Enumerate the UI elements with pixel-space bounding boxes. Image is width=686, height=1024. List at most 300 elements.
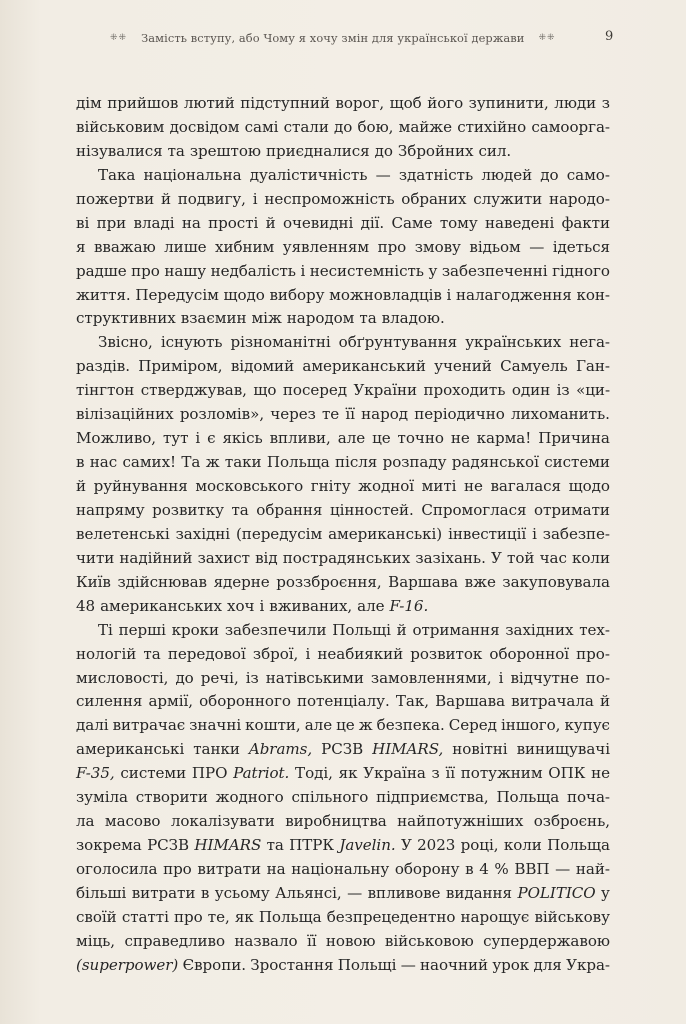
word: виробництва bbox=[285, 812, 387, 831]
word: точно bbox=[397, 429, 444, 448]
word: Можливо, bbox=[76, 429, 157, 448]
word: існують bbox=[160, 333, 223, 352]
word: недбалість bbox=[210, 261, 296, 280]
word: з bbox=[431, 764, 440, 783]
word: гідного bbox=[552, 261, 610, 280]
word: супердержавою bbox=[483, 931, 610, 950]
word: учений bbox=[434, 357, 492, 376]
word: і bbox=[195, 429, 201, 448]
word: й bbox=[265, 213, 276, 232]
word: із bbox=[245, 668, 259, 687]
word: щодо bbox=[568, 477, 610, 495]
text-line bbox=[76, 499, 610, 523]
word: таки bbox=[224, 453, 262, 472]
word: Ган- bbox=[575, 357, 610, 376]
word: від bbox=[255, 548, 278, 567]
word: національна bbox=[143, 165, 242, 184]
word: тінгтон bbox=[76, 381, 135, 400]
word: бою, bbox=[357, 117, 394, 136]
word: Європи. bbox=[182, 955, 246, 974]
word: РСЗВ bbox=[321, 740, 364, 759]
word: щоб bbox=[389, 94, 422, 112]
word: й bbox=[599, 692, 610, 711]
text-line bbox=[76, 547, 610, 571]
word: тому bbox=[439, 213, 478, 232]
word: ідеться bbox=[552, 237, 610, 256]
word: до bbox=[175, 668, 194, 687]
word: неспроможність bbox=[264, 189, 395, 208]
word: Альянсі, bbox=[275, 883, 342, 902]
word: Зростання bbox=[250, 955, 334, 974]
word: час bbox=[539, 548, 567, 567]
word: Javelin. bbox=[339, 836, 396, 855]
word: здатність bbox=[398, 165, 474, 184]
word: її bbox=[345, 405, 355, 424]
word: не bbox=[450, 429, 470, 448]
word: поча- bbox=[567, 788, 610, 807]
word: роззброєння, bbox=[276, 572, 382, 591]
text-line bbox=[76, 786, 610, 810]
word: Польща bbox=[258, 907, 322, 926]
word: захист bbox=[197, 548, 250, 567]
word: військовою bbox=[384, 931, 474, 950]
word: У bbox=[491, 548, 502, 567]
text-line bbox=[76, 595, 610, 619]
word: POLITICO bbox=[517, 883, 596, 902]
word: масово bbox=[104, 812, 161, 831]
word: натівськими bbox=[265, 668, 364, 687]
text-line bbox=[76, 643, 610, 667]
text-line bbox=[76, 954, 610, 978]
word: підприємства, bbox=[376, 788, 489, 807]
word: народом bbox=[286, 309, 355, 328]
word: перші bbox=[118, 620, 166, 639]
ornament-left-icon: ⁜⁜ bbox=[110, 33, 128, 43]
body-text bbox=[76, 92, 610, 978]
word: самі bbox=[244, 117, 279, 136]
word: не bbox=[463, 477, 483, 495]
word: лихоманить. bbox=[510, 405, 610, 424]
word: на bbox=[181, 213, 201, 232]
word: американські) bbox=[328, 524, 443, 543]
word: усьому bbox=[214, 883, 270, 902]
word: розпаду bbox=[382, 453, 447, 472]
word: Укра- bbox=[566, 955, 610, 974]
word: Україна bbox=[363, 764, 426, 783]
word: Приміром, bbox=[138, 357, 223, 376]
word: на bbox=[266, 860, 286, 878]
word: із bbox=[556, 381, 570, 400]
text-line bbox=[76, 475, 610, 499]
word: армії, bbox=[148, 692, 194, 711]
text-line bbox=[76, 571, 610, 595]
word: справедливо bbox=[124, 931, 226, 950]
word: ві bbox=[76, 213, 90, 232]
word: HIMARS bbox=[194, 836, 262, 855]
word: у bbox=[428, 261, 438, 280]
word: прийшов bbox=[107, 94, 179, 112]
word: безпрецедентно bbox=[326, 907, 456, 926]
word: є bbox=[207, 429, 216, 448]
word: з bbox=[601, 94, 610, 112]
word: Причина bbox=[538, 429, 610, 448]
word: самих! bbox=[122, 453, 177, 472]
word: дуалістичність bbox=[249, 165, 368, 184]
word: різноманітні bbox=[230, 333, 331, 352]
word: й bbox=[76, 477, 87, 495]
word: радше bbox=[76, 261, 127, 280]
text-line bbox=[76, 212, 610, 236]
word: при bbox=[96, 213, 127, 232]
word: найпотужніших bbox=[397, 812, 524, 831]
word: (передусім bbox=[235, 524, 323, 543]
word: життя. bbox=[76, 285, 131, 304]
word: коли bbox=[572, 548, 610, 567]
word: нашу bbox=[164, 261, 207, 280]
word: та bbox=[143, 644, 161, 663]
text-line bbox=[76, 427, 610, 451]
word: жодного bbox=[215, 788, 284, 807]
word: ядерне bbox=[213, 572, 270, 591]
word: відьом bbox=[469, 237, 521, 256]
word: дім bbox=[76, 94, 102, 112]
word: вживаних, bbox=[269, 596, 353, 615]
word: українських bbox=[465, 333, 562, 352]
word: служити bbox=[473, 189, 543, 208]
word: розломів», bbox=[179, 405, 265, 424]
word: досвідом bbox=[169, 117, 240, 136]
word: винищувачі bbox=[516, 740, 610, 759]
word: отримання bbox=[412, 620, 500, 639]
word: силення bbox=[76, 692, 143, 711]
word: Збройних bbox=[397, 141, 474, 160]
word: більші bbox=[76, 883, 127, 902]
word: розвиток bbox=[410, 644, 483, 663]
word: кошти, bbox=[245, 716, 301, 735]
word: Самуель bbox=[500, 357, 568, 376]
word: жодної bbox=[358, 477, 415, 495]
word: самоорга- bbox=[531, 117, 610, 136]
word: цінностей. bbox=[329, 500, 414, 519]
text-line bbox=[76, 140, 610, 164]
word: чити bbox=[76, 548, 115, 567]
text-line bbox=[76, 331, 610, 355]
word: Abrams, bbox=[248, 740, 313, 759]
word: через bbox=[270, 405, 316, 424]
word: ПТРК bbox=[289, 836, 335, 855]
word: і bbox=[305, 644, 311, 663]
word: карма! bbox=[476, 429, 532, 448]
word: що bbox=[253, 381, 277, 400]
word: по- bbox=[585, 668, 610, 687]
word: нізувалися bbox=[76, 141, 163, 160]
word: після bbox=[335, 453, 378, 472]
word: оборонного bbox=[199, 692, 291, 711]
word: вілізаційних bbox=[76, 405, 174, 424]
word: гніту bbox=[310, 477, 351, 495]
word: дії. bbox=[360, 213, 385, 232]
word: владою. bbox=[381, 309, 445, 328]
word: передової bbox=[167, 644, 246, 663]
word: взаємин bbox=[180, 309, 247, 328]
word: зазіхань. bbox=[415, 548, 486, 567]
word: Варшава bbox=[435, 692, 506, 711]
word: вибору bbox=[269, 285, 325, 304]
word: про bbox=[131, 261, 160, 280]
word: обраних bbox=[401, 189, 467, 208]
word: посеред bbox=[282, 381, 347, 400]
word: РСЗВ bbox=[147, 836, 190, 855]
word: Серед bbox=[448, 716, 497, 735]
text-line bbox=[76, 667, 610, 691]
word: F-35, bbox=[76, 764, 115, 783]
word: вже bbox=[464, 572, 496, 591]
word: Польща bbox=[266, 453, 330, 472]
word: спільного bbox=[291, 788, 369, 807]
text-line bbox=[76, 930, 610, 954]
text-line bbox=[76, 810, 610, 834]
word: най- bbox=[575, 860, 610, 878]
word: і bbox=[259, 596, 265, 615]
word: коли bbox=[503, 836, 542, 855]
word: і bbox=[532, 524, 537, 543]
word: Так, bbox=[395, 692, 429, 711]
word: хоч bbox=[227, 596, 255, 615]
word: зокрема bbox=[76, 836, 142, 855]
word: — bbox=[347, 883, 363, 902]
word: та bbox=[231, 500, 249, 519]
word: стихійно bbox=[457, 117, 527, 136]
word: потенціалу. bbox=[296, 692, 390, 711]
word: локалізувати bbox=[170, 812, 275, 831]
word: факти bbox=[561, 213, 610, 232]
word: ж bbox=[358, 716, 373, 735]
word: обґрунтування bbox=[338, 333, 458, 352]
word: статті bbox=[121, 907, 169, 926]
word: московського bbox=[195, 477, 304, 495]
word: Спромоглася bbox=[421, 500, 527, 519]
word: надійний bbox=[119, 548, 193, 567]
word: речі, bbox=[200, 668, 239, 687]
word: зрештою bbox=[189, 141, 261, 160]
word: до bbox=[374, 141, 393, 160]
word: 48 bbox=[76, 596, 96, 615]
word: України bbox=[353, 381, 418, 400]
word: урок bbox=[492, 955, 530, 974]
word: й bbox=[160, 189, 171, 208]
word: нарощує bbox=[460, 907, 530, 926]
word: безпека. bbox=[376, 716, 445, 735]
word: далі bbox=[76, 716, 109, 735]
word: у bbox=[601, 883, 610, 902]
word: вагалася bbox=[490, 477, 562, 495]
word: і bbox=[300, 261, 306, 280]
word: мисловості, bbox=[76, 668, 169, 687]
word: F-16. bbox=[389, 596, 429, 615]
word: структивних bbox=[76, 309, 176, 328]
word: несистемність bbox=[309, 261, 424, 280]
word: один bbox=[511, 381, 551, 400]
text-line bbox=[76, 738, 610, 762]
word: Patriot. bbox=[233, 764, 290, 783]
ornament-right-icon: ⁜⁜ bbox=[538, 33, 556, 43]
word: національну bbox=[291, 860, 390, 878]
word: майже bbox=[398, 117, 452, 136]
word: ВВП bbox=[514, 860, 550, 878]
word: Та bbox=[181, 453, 201, 472]
word: і bbox=[252, 189, 258, 208]
word: це bbox=[336, 716, 355, 735]
word: але bbox=[357, 596, 385, 615]
word: подвигу, bbox=[177, 189, 246, 208]
word: велетенські bbox=[76, 524, 170, 543]
word: оборону bbox=[394, 860, 460, 878]
word: в bbox=[76, 453, 85, 472]
word: миті bbox=[421, 477, 457, 495]
word: до bbox=[540, 165, 559, 184]
word: впливове bbox=[367, 883, 441, 902]
word: його bbox=[427, 94, 464, 112]
word: стверджував, bbox=[140, 381, 247, 400]
word: «ци- bbox=[576, 381, 610, 400]
word: забезпечили bbox=[224, 620, 327, 639]
word: впливи, bbox=[269, 429, 331, 448]
word: неабиякий bbox=[317, 644, 404, 663]
word: зброї, bbox=[252, 644, 299, 663]
word: — bbox=[375, 165, 391, 184]
word: — bbox=[555, 860, 571, 878]
word: американських bbox=[100, 596, 223, 615]
word: лютий bbox=[183, 94, 235, 112]
word: закуповувала bbox=[502, 572, 610, 591]
word: — bbox=[400, 955, 416, 974]
word: про bbox=[163, 860, 192, 878]
word: іншого, bbox=[500, 716, 561, 735]
word: та bbox=[167, 141, 185, 160]
word: Ті bbox=[98, 620, 113, 639]
word: Тоді, bbox=[295, 764, 333, 783]
word: потужним bbox=[460, 764, 543, 783]
word: пострадянських bbox=[282, 548, 411, 567]
word: налагодження bbox=[455, 285, 572, 304]
word: для bbox=[533, 955, 562, 974]
word: ла bbox=[76, 812, 95, 831]
word: зуміла bbox=[76, 788, 128, 807]
word: західних bbox=[505, 620, 574, 639]
word: як bbox=[338, 764, 358, 783]
word: прості bbox=[208, 213, 259, 232]
text-line bbox=[76, 164, 610, 188]
word: Польща bbox=[547, 836, 610, 855]
text-line bbox=[76, 762, 610, 786]
text-line bbox=[76, 284, 610, 308]
word: міць, bbox=[76, 931, 116, 950]
word: розвитку bbox=[152, 500, 224, 519]
word: той bbox=[507, 548, 535, 567]
word: Польщі bbox=[337, 955, 397, 974]
word: отримати bbox=[534, 500, 610, 519]
word: її bbox=[306, 931, 317, 950]
word: наочний bbox=[420, 955, 489, 974]
word: стали bbox=[283, 117, 329, 136]
word: хибним bbox=[215, 237, 275, 256]
word: Саме bbox=[391, 213, 433, 232]
text-line bbox=[76, 307, 610, 331]
word: проходить bbox=[423, 381, 506, 400]
text-line bbox=[76, 188, 610, 212]
word: як bbox=[234, 907, 254, 926]
word: та bbox=[266, 836, 284, 855]
word: в bbox=[465, 860, 474, 878]
word: кон- bbox=[576, 285, 610, 304]
word: обрання bbox=[256, 500, 323, 519]
text-line bbox=[76, 834, 610, 858]
word: здійснював bbox=[117, 572, 207, 591]
word: Звісно, bbox=[98, 333, 153, 352]
page-number: 9 bbox=[605, 29, 614, 44]
word: купує bbox=[564, 716, 610, 735]
word: можновладців bbox=[329, 285, 442, 304]
word: У bbox=[400, 836, 412, 855]
text-line bbox=[76, 858, 610, 882]
word: значні bbox=[189, 716, 242, 735]
word: системи bbox=[120, 764, 187, 783]
word: військову bbox=[534, 907, 610, 926]
word: владі bbox=[133, 213, 175, 232]
word: американський bbox=[302, 357, 426, 376]
text-line bbox=[76, 92, 610, 116]
word: ворог, bbox=[335, 94, 385, 112]
word: танки bbox=[193, 740, 240, 759]
word: Польщі bbox=[332, 620, 391, 639]
word: Така bbox=[98, 165, 136, 184]
word: витрати bbox=[131, 883, 196, 902]
word: вважаю bbox=[93, 237, 156, 256]
word: це bbox=[372, 429, 391, 448]
word: я bbox=[76, 237, 86, 256]
word: забезпеченні bbox=[441, 261, 548, 280]
word: раздів. bbox=[76, 357, 130, 376]
word: році, bbox=[460, 836, 499, 855]
word: Передусім bbox=[135, 285, 219, 304]
word: витрачає bbox=[112, 716, 186, 735]
word: ОПК bbox=[548, 764, 586, 783]
word: військовим bbox=[76, 117, 165, 136]
word: 4 bbox=[479, 860, 489, 878]
word: періодично bbox=[414, 405, 505, 424]
word: (superpower) bbox=[76, 955, 179, 974]
word: але bbox=[337, 429, 366, 448]
word: люди bbox=[554, 94, 597, 112]
word: в bbox=[200, 883, 210, 902]
text-line bbox=[76, 619, 610, 643]
text-line bbox=[76, 260, 610, 284]
word: нас bbox=[89, 453, 118, 472]
word: видання bbox=[445, 883, 513, 902]
word: якісь bbox=[222, 429, 263, 448]
word: % bbox=[494, 860, 509, 878]
word: тут bbox=[163, 429, 189, 448]
word: про- bbox=[576, 644, 610, 663]
word: те, bbox=[207, 907, 230, 926]
text-line bbox=[76, 690, 610, 714]
text-line bbox=[76, 882, 610, 906]
word: її bbox=[445, 764, 456, 783]
word: само- bbox=[566, 165, 610, 184]
word: ж bbox=[205, 453, 220, 472]
word: назвало bbox=[234, 931, 298, 950]
word: народо- bbox=[548, 189, 610, 208]
